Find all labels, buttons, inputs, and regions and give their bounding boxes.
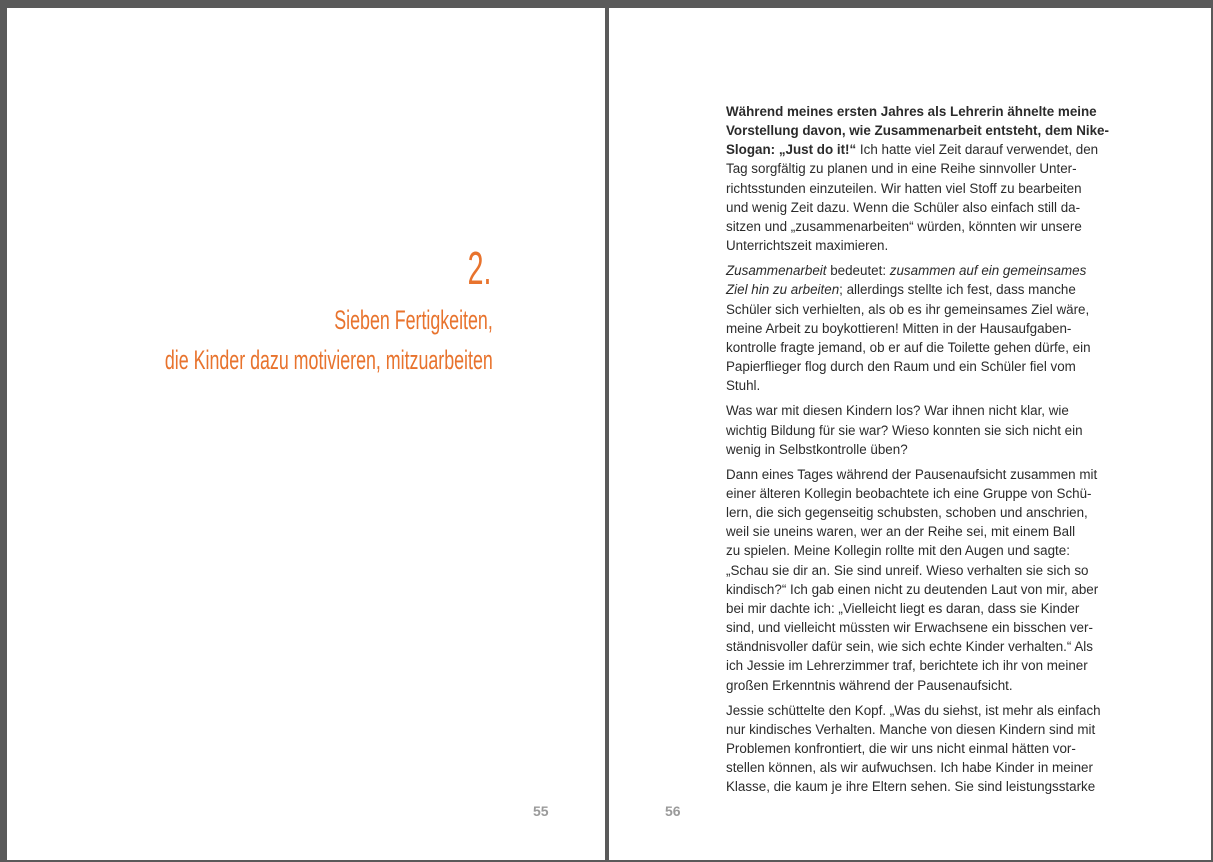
- text-line: [726, 739, 1167, 758]
- text-line: [726, 676, 1167, 695]
- text-segment: einer älteren Kollegin beobachtete ich eine Gruppe von Schü-: [726, 485, 1092, 501]
- text-line: [726, 599, 1167, 618]
- page-number-left: 55: [533, 803, 549, 819]
- text-segment: zusammen auf ein gemeinsames: [889, 263, 1087, 279]
- text-segment: Jessie schüttelte den Kopf. „Was du siehst, ist mehr als einfach: [726, 702, 1101, 718]
- text-segment: wichtig Bildung für sie war? Wieso konnten sie sich nicht ein: [726, 422, 1083, 438]
- left-page: [7, 8, 605, 860]
- text-segment: nur kindisches Verhalten. Manche von diesen Kindern sind mit: [726, 721, 1096, 737]
- text-line: [726, 656, 1167, 675]
- text-segment: Schüler sich verhielten, als ob es ihr gemeinsames Ziel wäre,: [726, 301, 1090, 317]
- text-segment: sind, und vielleicht müssten wir Erwachsene ein bisschen ver-: [726, 620, 1093, 636]
- text-segment: weil sie uneins waren, wer an der Reihe sei, mit einem Ball: [726, 524, 1076, 540]
- text-line: [726, 357, 1167, 376]
- text-segment: sitzen und „zusammenarbeiten“ würden, könnten wir unsere: [726, 218, 1082, 234]
- text-line: [726, 484, 1167, 503]
- text-segment: Dann eines Tages während der Pausenaufsicht zusammen mit: [726, 466, 1098, 482]
- text-segment: ; allerdings stellte ich fest, dass manche: [839, 282, 1076, 298]
- text-segment: großen Erkenntnis während der Pausenaufsicht.: [726, 677, 1013, 693]
- text-segment: Unterrichtszeit maximieren.: [726, 238, 889, 254]
- text-segment: ich Jessie im Lehrerzimmer traf, berichtete ich ihr von meiner: [726, 658, 1088, 674]
- text-line: [726, 179, 1167, 198]
- text-line: [726, 159, 1167, 178]
- text-line: [726, 637, 1167, 656]
- text-line: [726, 236, 1167, 255]
- text-segment: bedeutet:: [826, 263, 890, 279]
- text-segment: richtsstunden einzuteilen. Wir hatten viel Stoff zu bearbeiten: [726, 180, 1082, 196]
- text-segment: Slogan: „Just do it!“: [726, 142, 857, 158]
- paragraph: [726, 401, 1167, 458]
- text-segment: „Schau sie dir an. Sie sind unreif. Wieso verhalten sie sich so: [726, 562, 1089, 578]
- text-line: [726, 701, 1167, 720]
- text-segment: kontrolle fragte jemand, ob er auf die Toilette gehen dürfe, ein: [726, 339, 1091, 355]
- text-segment: bei mir dachte ich: „Vielleicht liegt es daran, dass sie Kinder: [726, 600, 1080, 616]
- text-line: [726, 140, 1167, 159]
- text-segment: kindisch?“ Ich gab einen nicht zu deutenden Laut von mir, aber: [726, 581, 1099, 597]
- text-segment: und wenig Zeit dazu. Wenn die Schüler also einfach still da-: [726, 199, 1081, 215]
- chapter-title: [165, 300, 493, 380]
- text-line: [726, 618, 1167, 637]
- text-line: [726, 720, 1167, 739]
- text-line: [726, 198, 1167, 217]
- text-segment: zu spielen. Meine Kollegin rollte mit den Augen und sagte:: [726, 543, 1070, 559]
- text-segment: wenig in Selbstkontrolle üben?: [726, 441, 908, 457]
- paragraph: [726, 465, 1167, 695]
- text-line: [726, 338, 1167, 357]
- text-segment: Tag sorgfältig zu planen und in eine Reihe sinnvoller Unter-: [726, 161, 1077, 177]
- text-segment: Papierflieger flog durch den Raum und ein Schüler fiel vom: [726, 359, 1076, 375]
- paragraph: [726, 261, 1167, 395]
- text-line: [726, 261, 1167, 280]
- paragraph: [726, 102, 1167, 255]
- text-line: [726, 102, 1167, 121]
- text-line: [726, 541, 1167, 560]
- text-line: [726, 503, 1167, 522]
- text-line: [726, 440, 1167, 459]
- text-line: [726, 401, 1167, 420]
- text-segment: Vorstellung davon, wie Zusammenarbeit entsteht, dem Nike-: [726, 123, 1109, 139]
- text-segment: Problemen konfrontiert, die wir uns nicht einmal hätten vor-: [726, 741, 1076, 756]
- chapter-title-line: Sieben Fertigkeiten,: [334, 305, 493, 335]
- text-line: [726, 758, 1167, 777]
- text-line: [726, 300, 1167, 319]
- text-line: [726, 777, 1167, 796]
- text-segment: Was war mit diesen Kindern los? War ihnen nicht klar, wie: [726, 403, 1069, 419]
- text-line: [726, 280, 1167, 299]
- text-line: [726, 376, 1167, 395]
- text-segment: ständnisvoller dafür sein, wie sich echte Kinder verhalten.“ Als: [726, 639, 1093, 655]
- text-line: [726, 465, 1167, 484]
- text-segment: Klasse, die kaum je ihre Eltern sehen. Sie sind leistungsstarke: [726, 779, 1096, 795]
- chapter-number: 2.: [467, 242, 491, 294]
- text-line: [726, 421, 1167, 440]
- text-line: [726, 217, 1167, 236]
- text-line: [726, 580, 1167, 599]
- paragraph: [726, 701, 1167, 797]
- text-line: [726, 522, 1167, 541]
- text-segment: Stuhl.: [726, 378, 761, 394]
- text-segment: Ich hatte viel Zeit darauf verwendet, den: [856, 142, 1099, 158]
- text-segment: Zusammenarbeit: [726, 263, 827, 279]
- page-number-right: 56: [665, 803, 681, 819]
- body-text: [726, 102, 1167, 802]
- text-segment: stellen können, als wir aufwuchsen. Ich habe Kinder in meiner: [726, 760, 1093, 776]
- text-line: [726, 319, 1167, 338]
- text-line: [726, 121, 1167, 140]
- chapter-title-line: die Kinder dazu motivieren, mitzuarbeiten: [165, 345, 493, 375]
- text-segment: lern, die sich gegenseitig schubsten, schoben und anschrien,: [726, 505, 1088, 521]
- text-segment: Während meines ersten Jahres als Lehrerin ähnelte meine: [726, 104, 1097, 119]
- text-segment: meine Arbeit zu boykottieren! Mitten in der Hausaufgaben-: [726, 320, 1072, 336]
- text-segment: Ziel hin zu arbeiten: [726, 282, 840, 298]
- right-page: [609, 8, 1211, 860]
- text-line: [726, 561, 1167, 580]
